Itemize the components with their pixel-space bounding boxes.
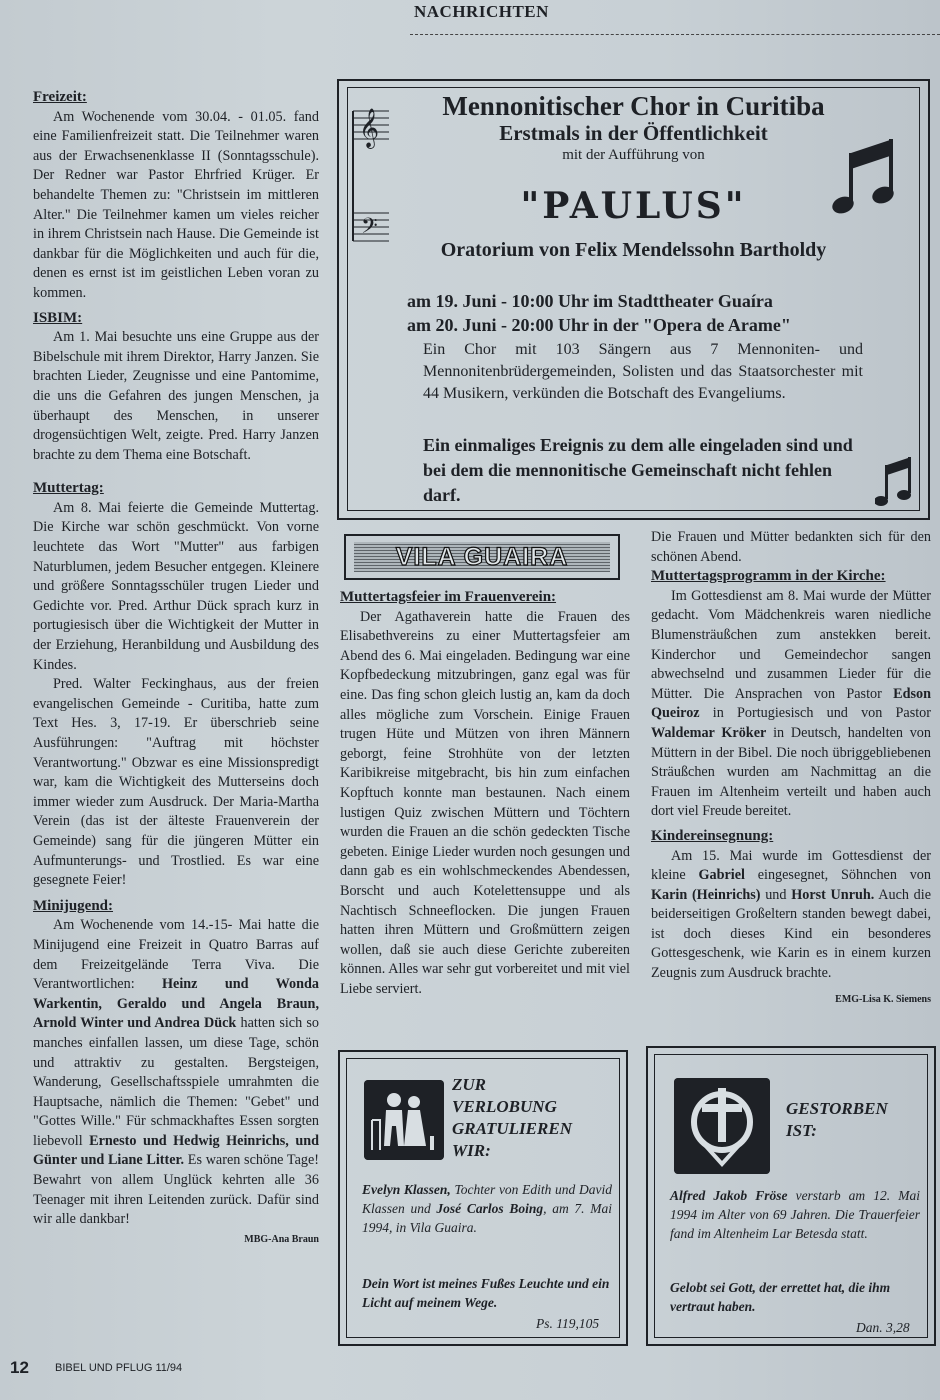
section-title: NACHRICHTEN: [414, 2, 549, 21]
music-note-icon: [831, 133, 901, 223]
engagement-motto: Dein Wort ist meines Fußes Leuchte und ein Licht auf meinem Wege.: [362, 1276, 610, 1310]
obituary-heading-line-2: IST:: [786, 1121, 817, 1140]
text-muttertag-1: Am 8. Mai feierte die Gemeinde Muttertag. Die Kirche war schön geschmückt. Von vorne leuchtete das Wort "Mutter" aus farbigen Naturblumen, jedem Besucher entgegen. Kleinere und größere Sonntagsschüler trugen Lieder und Gedichte vor. Pred. Arthur Dück sprach kurz in portugiesisch über die Wichtigkeit der Mutter in der Erziehung, Heranbildung und Ausbildung des Kindes.: [33, 499, 319, 673]
engagement-box: [338, 1050, 628, 1346]
text-freizeit: Am Wochenende vom 30.04. - 01.05. fand eine Familienfreizeit statt. Die Teilnehmer waren aus der Erwachsenenklasse II (Sonntagsschule). Der Redner war Pastor Ehrfried Krüger. Er behandelte Themen zu: "Christsein im mittleren Alter." Die Teilnehmer kamen um vieles reicher in ihrem Christsein nach Hause. Die Gemeinde ist dankbar für die Möglichkeiten und auch für die, denen es ernst ist im geistlichen Leben voran zu kommen.: [33, 108, 319, 301]
text-prog-b: in Portugiesisch und von Pastor: [699, 705, 931, 722]
column-left: [33, 88, 319, 1249]
text-kinder-b: eingesegnet, Söhnchen von: [744, 867, 931, 884]
magazine-issue: BIBEL UND PFLUG 11/94: [55, 1362, 183, 1374]
names-leaders: Heinz und Wonda Warkentin, Geraldo und Angela Braun, Arnold Winter und Andrea Dück: [33, 976, 320, 1032]
text-frauenverein: Der Agathaverein hatte die Frauen des Elisabethvereins zu einer Muttertagsfeier am Abend des 6. Mai eingeladen. Bedingung war eine Kopfbedeckung mitzubringen, ganz egal was für eine. Das fing schon gleich lustig an, kam da doch alles mögliche zum Vorschein. Einige Frauen trugen Hüte und Mützen von ihren Männern geborgt, feine Strohhüte von der letzten Karibikreise mitgebracht, bis hin zum einfachen Kopftuch konnte man bestaunen. Nach einem lustigen Quiz zwischen Müttern und Töchtern wurden die Frauen an die schön gedeckten Tische gebeten. Einige Lieder wurden noch gesungen und dann gab es ein wohlschmeckendes Abendessen, Borscht und auch Kotelettensuppe und als Nachtisch Schneeflocken. Die jungen Frauen hatten ihren Müttern und Großmüttern zeigen wollen, daß sie auch diese Gerichte zubereiten können. Alles war sehr gut vorbereitet und mit viel Liebe serviert.: [340, 608, 630, 997]
engagement-heading-line-1: ZUR: [452, 1075, 486, 1094]
svg-text:𝄞: 𝄞: [359, 108, 380, 148]
engagement-text-c: , am 7. Mai 1994, in Vila Guaira.: [362, 1201, 612, 1235]
heading-muttertag: Muttertag:: [33, 480, 104, 497]
text-kindereinsegnung: [651, 847, 931, 984]
name-gabriel: Gabriel: [698, 867, 745, 884]
heading-minijugend: Minijugend:: [33, 897, 114, 914]
vila-guaira-banner-inner: [354, 542, 610, 572]
obituary-text: [670, 1186, 920, 1243]
engagement-text-b: Tochter von Edith und David Klassen und: [362, 1182, 612, 1216]
concert-work-title: "PAULUS": [520, 185, 747, 227]
name-kroeker: Waldemar Kröker: [651, 724, 767, 741]
text-prog-c: in Deutsch, handelten von Müttern in der Bibel. Die noch übriggebliebenen Sträußchen wurden am Nachmittag an die Frauen im Altenheim verteilt und haben auch dort viel Freude bereitet.: [651, 724, 931, 820]
text-isbim: Am 1. Mai besuchte uns eine Gruppe aus der Bibelschule mit ihrem Direktor, Harry Janzen. Sie brachten Lieder, Zeugnisse und eine Pantomime, die uns die Gefahren des jungen Menschen, ja überhaupt des Menschen, in unserer drogensüchtigen Welt, zeigte. Pred. Harry Janzen brachte zu dem Thema eine Botschaft.: [33, 329, 319, 463]
engagement-heading-line-2: VERLOBUNG: [452, 1097, 557, 1116]
heading-kindereinsegnung: Kindereinsegnung:: [651, 827, 774, 844]
engagement-text: [362, 1180, 612, 1237]
obituary-box: [646, 1046, 936, 1346]
column-middle: [340, 588, 630, 999]
page-number: 12: [10, 1358, 29, 1377]
text-kinder-c: und: [760, 886, 792, 903]
text-kinder-a: Am 15. Mai wurde im Gottesdienst der kleine: [651, 847, 931, 884]
name-evelyn: Evelyn Klassen,: [362, 1182, 455, 1197]
obituary-ref: Dan. 3,28: [856, 1320, 910, 1335]
name-karin: Karin (Heinrichs): [651, 886, 761, 903]
cross-wreath-icon: [674, 1078, 770, 1174]
text-muttertagsprogramm: [651, 587, 931, 822]
vila-guaira-label: VILA GUAIRA: [395, 542, 569, 571]
text-minijugend-a: Am Wochenende vom 14.-15- Mai hatte die Minijugend eine Freizeit in Quatro Barras auf dem Freizeitgelände Terra Viva. Die Verantwortlichen:: [33, 917, 319, 993]
text-minijugend-c: Es waren schöne Tage! Bewahrt von allem Unglück kehrten alle 36 Teenager mit ihren Leitenden zurück. Dafür sind wir alle dankbar!: [33, 1152, 319, 1228]
music-note-small-icon: [875, 455, 915, 511]
obituary-motto: Gelobt sei Gott, der errettet hat, die ihm vertraut haben.: [670, 1280, 891, 1314]
engagement-heading: [452, 1074, 572, 1162]
heading-isbim: ISBIM:: [33, 309, 83, 326]
concert-announcement-box: [337, 79, 930, 520]
name-jose: José Carlos Boing: [436, 1201, 544, 1216]
obituary-heading: [786, 1098, 888, 1142]
vila-guaira-banner: [344, 534, 620, 580]
name-horst: Horst Unruh.: [791, 886, 875, 903]
name-froese: Alfred Jakob Fröse: [670, 1188, 788, 1203]
engagement-heading-line-3: GRATULIEREN: [452, 1119, 572, 1138]
concert-with: mit der Aufführung von: [562, 147, 705, 163]
names-cooks: Ernesto und Hedwig Heinrichs, und Günter und Liane Litter.: [33, 1132, 319, 1169]
concert-date-1: am 19. Juni - 10:00 Uhr im Stadttheater Guaíra: [407, 291, 773, 311]
text-kinder-d: Auch die beiderseitigen Großeltern standen bewegt dabei, ist doch dieses Kind ein besonderes Gottesgeschenk, wie Karin es in einem kurzen Zeugnis zum Ausdruck brachte.: [651, 886, 931, 982]
text-muttertag-2: Pred. Walter Feckinghaus, aus der freien evangelischen Gemeinde - Curitiba, hatte zum Text Hes. 3, 17-19. Er überschrieb seine Ausführungen: "Auftrag mit höchster Verantwortung." Obzwar es eine Missionspredigt war, kam die Wichtigkeit des Mutterseins doch immer wieder zum Ausdruck. Der Maria-Martha Verein (das ist der älteste Frauenverein der Gemeinde) sang für die jüngeren Mütter ein Aufmunterungs- und Trostlied. Es war eine gesegnete Feier!: [33, 676, 319, 889]
svg-text:𝄢: 𝄢: [361, 214, 378, 244]
concert-title: Mennonitischer Chor in Curitiba: [442, 91, 825, 121]
concert-body: Ein Chor mit 103 Sängern aus 7 Mennoniten- und Mennonitenbrüdergemeinden, Solisten und das Staatsorchester mit 44 Musikern, verkünden die Botschaft des Evangeliums.: [423, 341, 863, 402]
column-right: [651, 528, 931, 1009]
text-minijugend-b: hatten sich so manches einfallen lassen, um diese Tage, schön und attraktiv zu gestalten. Bergsteigen, Wanderung, Gesellschaftsspiele umrahmten die Hauptsache, nämlich die Themen: "Gebet" und "Gottes Wille." Für schmackhaftes Essen sorgten liebevoll: [33, 1015, 319, 1149]
heading-freizeit: Freizeit:: [33, 89, 87, 105]
name-queiroz: Edson Queiroz: [651, 685, 931, 722]
signature-left: MBG-Ana Braun: [244, 1233, 319, 1245]
text-minijugend: [33, 916, 319, 1230]
concert-oratorio: Oratorium von Felix Mendelssohn Bartholdy: [440, 239, 827, 261]
header-rule: [410, 34, 940, 35]
couple-icon: [364, 1080, 444, 1160]
text-prog-a: Im Gottesdienst am 8. Mai wurde der Mütter gedacht. Vom Mädchenkreis waren niedliche Blumensträußchen zum anstekken bereit. Kinderchor und Gemeindechor sangen abwechselnd und zusammen Lieder für die Mütter. Die Ansprachen von Pastor: [651, 587, 931, 702]
concert-call: Ein einmaliges Ereignis zu dem alle eingeladen sind und bei dem die mennonitische Gemeinschaft nicht fehlen darf.: [423, 435, 853, 505]
heading-muttertagsprogramm: Muttertagsprogramm in der Kirche:: [651, 568, 886, 585]
concert-subtitle: Erstmals in der Öffentlichkeit: [499, 121, 768, 145]
heading-frauenverein: Muttertagsfeier im Frauenverein:: [340, 589, 557, 605]
obituary-text-body: verstarb am 12. Mai 1994 im Alter von 69 Jahren. Die Trauerfeier fand im Altenheim Lar Betesda statt.: [670, 1188, 921, 1241]
concert-date-2: am 20. Juni - 20:00 Uhr in der "Opera de Arame": [407, 315, 791, 335]
text-thanks: Die Frauen und Mütter bedankten sich für den schönen Abend.: [651, 529, 931, 565]
obituary-heading-line-1: GESTORBEN: [786, 1099, 888, 1118]
engagement-heading-line-4: WIR:: [452, 1141, 491, 1160]
engagement-ref: Ps. 119,105: [536, 1316, 600, 1331]
signature-right: EMG-Lisa K. Siemens: [835, 993, 931, 1005]
